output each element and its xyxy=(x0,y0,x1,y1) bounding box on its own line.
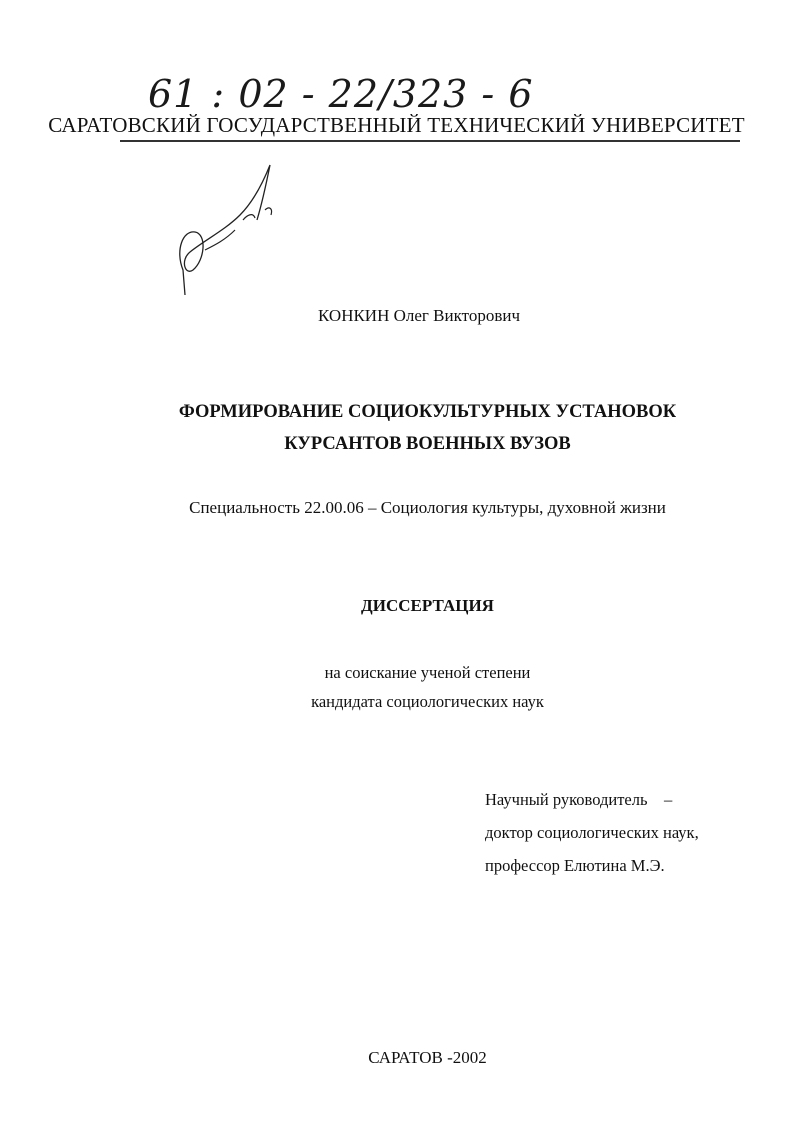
degree-line-2: кандидата социологических наук xyxy=(311,692,544,711)
document-type: ДИССЕРТАЦИЯ xyxy=(361,596,494,615)
handwritten-catalog-code: 61 : 02 - 22/323 - 6 xyxy=(148,72,534,116)
signature xyxy=(165,160,295,300)
degree-line-1: на соискание ученой степени xyxy=(324,663,531,682)
advisor-name: профессор Елютина М.Э. xyxy=(485,856,665,875)
city-year: САРАТОВ -2002 xyxy=(368,1048,487,1067)
author-name: КОНКИН Олег Викторович xyxy=(318,306,520,325)
header-divider xyxy=(120,140,740,142)
university-name: САРАТОВСКИЙ ГОСУДАРСТВЕННЫЙ ТЕХНИЧЕСКИЙ УНИВЕРСИТЕТ xyxy=(48,113,745,137)
thesis-title-line-2: КУРСАНТОВ ВОЕННЫХ ВУЗОВ xyxy=(284,434,571,454)
advisor-degree: доктор социологических наук, xyxy=(485,823,699,842)
specialty: Специальность 22.00.06 – Социология культуры, духовной жизни xyxy=(189,498,666,517)
advisor-label: Научный руководитель – xyxy=(485,790,673,809)
thesis-title-line-1: ФОРМИРОВАНИЕ СОЦИОКУЛЬТУРНЫХ УСТАНОВОК xyxy=(178,402,677,422)
